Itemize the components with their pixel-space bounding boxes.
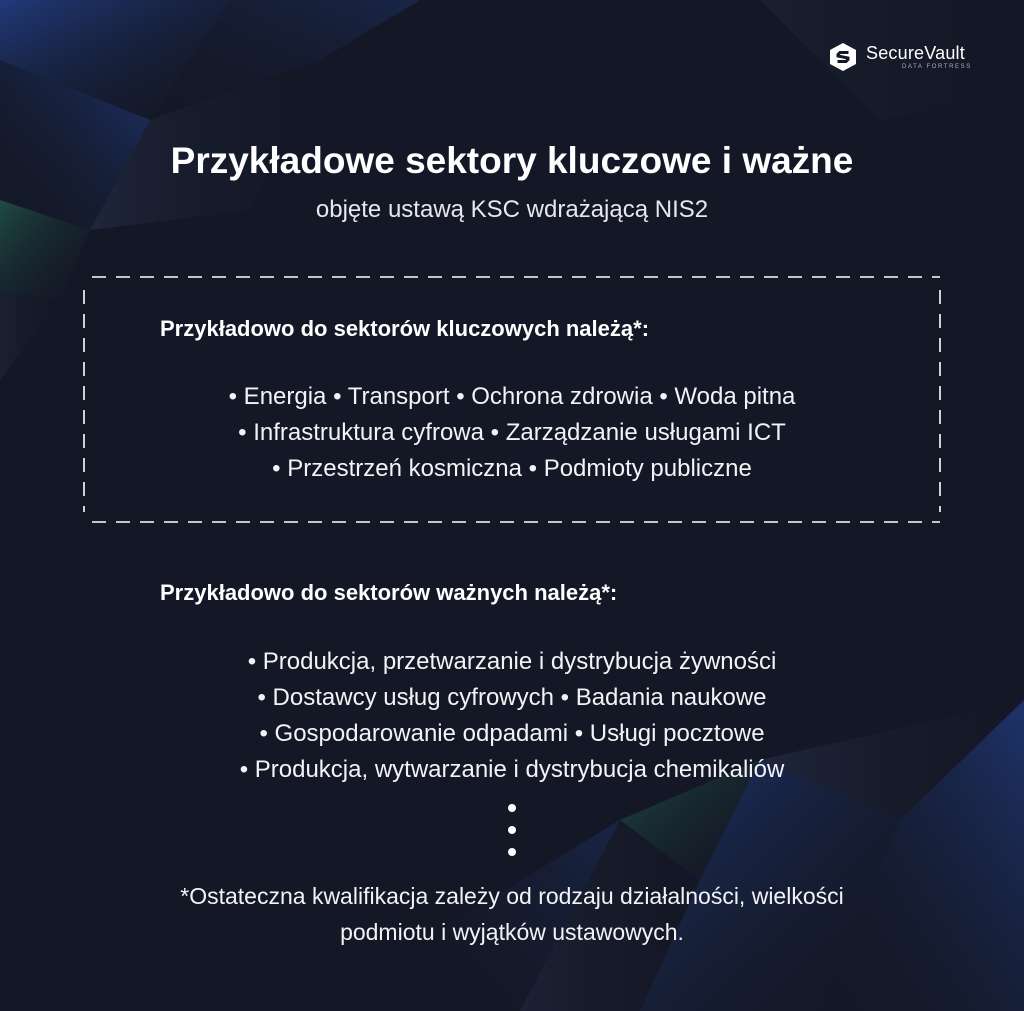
list-item: • Gospodarowanie odpadami • Usługi pocztowe (259, 720, 765, 747)
list-item: • Energia • Transport • Ochrona zdrowia • Woda pitna (228, 383, 796, 410)
footnote (0, 878, 1024, 950)
list-item: • Infrastruktura cyfrowa • Zarządzanie usługami ICT (238, 419, 786, 446)
important-sectors-list (0, 644, 1024, 788)
footnote-line: podmiotu i wyjątków ustawowych. (340, 919, 684, 945)
list-item: • Produkcja, wytwarzanie i dystrybucja chemikaliów (239, 756, 785, 783)
page-subtitle: objęte ustawą KSC wdrażającą NIS2 (315, 196, 709, 223)
brand-name: SecureVault (866, 43, 965, 63)
page-title: Przykładowe sektory kluczowe i ważne (170, 140, 854, 181)
brand-logo (828, 42, 972, 72)
footnote-line: *Ostateczna kwalifikacja zależy od rodzaju działalności, wielkości (180, 883, 844, 909)
list-item: • Dostawcy usług cyfrowych • Badania naukowe (257, 684, 767, 711)
vertical-ellipsis-icon (505, 804, 519, 870)
list-item: • Przestrzeń kosmiczna • Podmioty publiczne (272, 455, 752, 482)
key-sectors-list (0, 379, 1024, 487)
key-sectors-heading: Przykładowo do sektorów kluczowych należą*: (160, 316, 650, 341)
important-sectors-heading: Przykładowo do sektorów ważnych należą*: (160, 580, 618, 605)
shield-s-icon (828, 42, 858, 72)
list-item: • Produkcja, przetwarzanie i dystrybucja żywności (247, 648, 777, 675)
brand-tagline: DATA FORTRESS (902, 64, 972, 70)
